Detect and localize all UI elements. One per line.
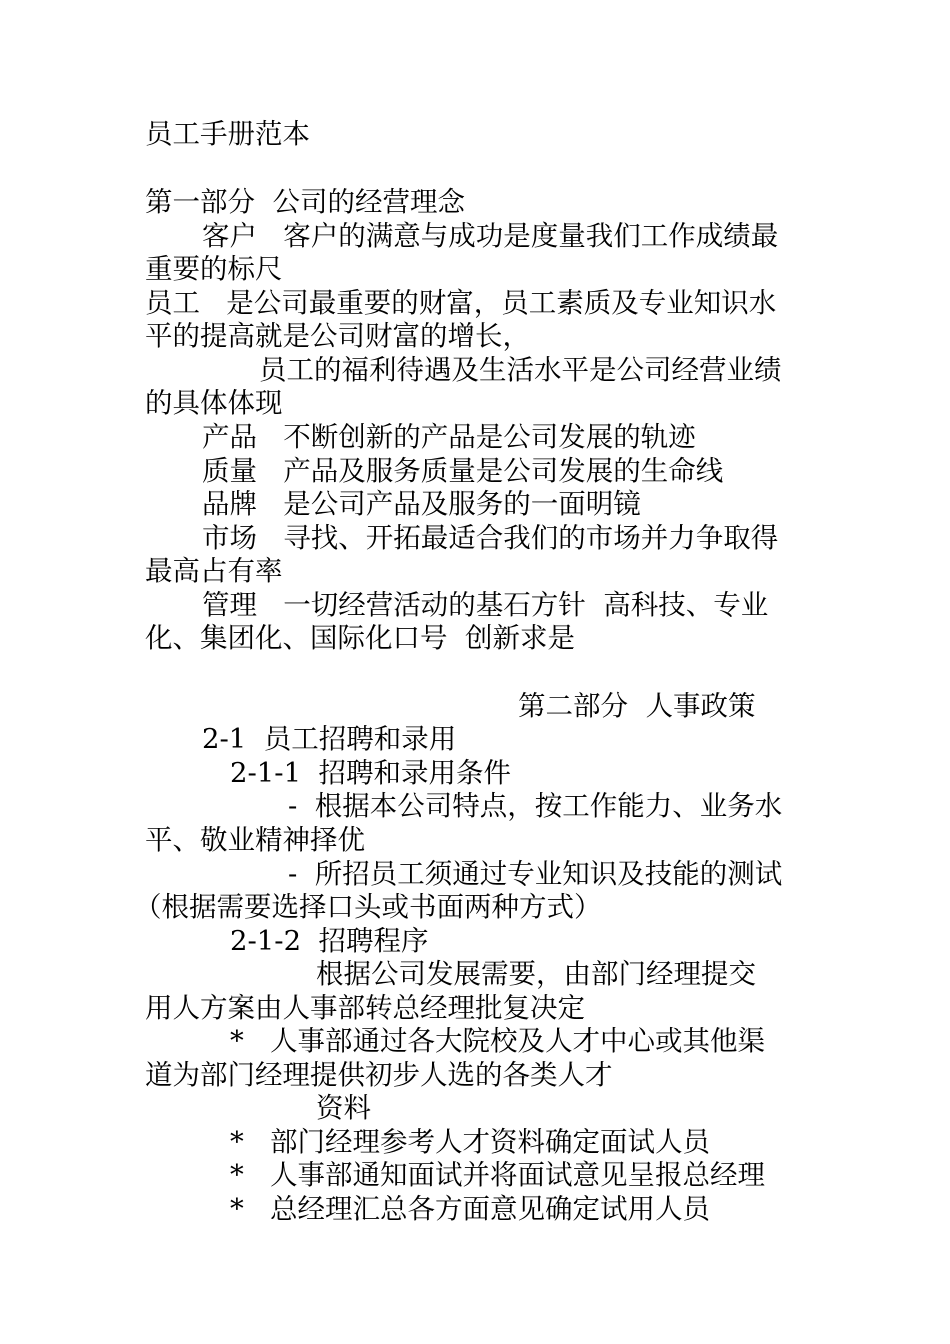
bullet-line: * 总经理汇总各方面意见确定试用人员	[230, 1193, 710, 1225]
text-line: 的具体体现	[145, 387, 283, 419]
text-line: 平、敬业精神择优	[145, 824, 365, 856]
text-line: 化、集团化、国际化口号 创新求是	[145, 622, 575, 654]
bullet-line: * 人事部通知面试并将面试意见呈报总经理	[230, 1159, 765, 1191]
text-line: 用人方案由人事部转总经理批复决定	[145, 992, 585, 1024]
text-line: 管理 一切经营活动的基石方针 高科技、专业	[202, 589, 769, 621]
text-line: 最高占有率	[145, 555, 283, 587]
document-title: 员工手册范本	[145, 118, 310, 150]
text-line: 市场 寻找、开拓最适合我们的市场并力争取得	[202, 522, 779, 554]
text-line: 员工的福利待遇及生活水平是公司经营业绩	[259, 354, 782, 386]
text-line: 重要的标尺	[145, 253, 283, 285]
subsection-heading: 2-1 员工招聘和录用	[202, 723, 457, 755]
text-line: 道为部门经理提供初步人选的各类人才	[145, 1059, 613, 1091]
bullet-line: * 人事部通过各大院校及人才中心或其他渠	[230, 1025, 765, 1057]
bullet-line: * 部门经理参考人才资料确定面试人员	[230, 1126, 710, 1158]
text-line: 根据公司发展需要，由部门经理提交	[316, 958, 756, 990]
text-line: 员工 是公司最重要的财富，员工素质及专业知识水	[145, 287, 777, 319]
text-line: 质量 产品及服务质量是公司发展的生命线	[202, 455, 724, 487]
text-line: 产品 不断创新的产品是公司发展的轨迹	[202, 421, 696, 453]
subsection-heading: 2-1-1 招聘和录用条件	[230, 757, 512, 789]
text-line: 品牌 是公司产品及服务的一面明镜	[202, 488, 641, 520]
text-line: - 根据本公司特点，按工作能力、业务水	[288, 790, 783, 822]
text-line: 平的提高就是公司财富的增长，	[145, 320, 530, 352]
section-heading: 第一部分 公司的经营理念	[145, 186, 465, 218]
text-line: （根据需要选择口头或书面两种方式）	[134, 891, 602, 923]
text-line: 资料	[316, 1092, 371, 1124]
text-line: 客户 客户的满意与成功是度量我们工作成绩最	[202, 220, 779, 252]
text-line: - 所招员工须通过专业知识及技能的测试	[288, 858, 783, 890]
subsection-heading: 2-1-2 招聘程序	[230, 925, 429, 957]
section-heading: 第二部分 人事政策	[518, 690, 756, 722]
